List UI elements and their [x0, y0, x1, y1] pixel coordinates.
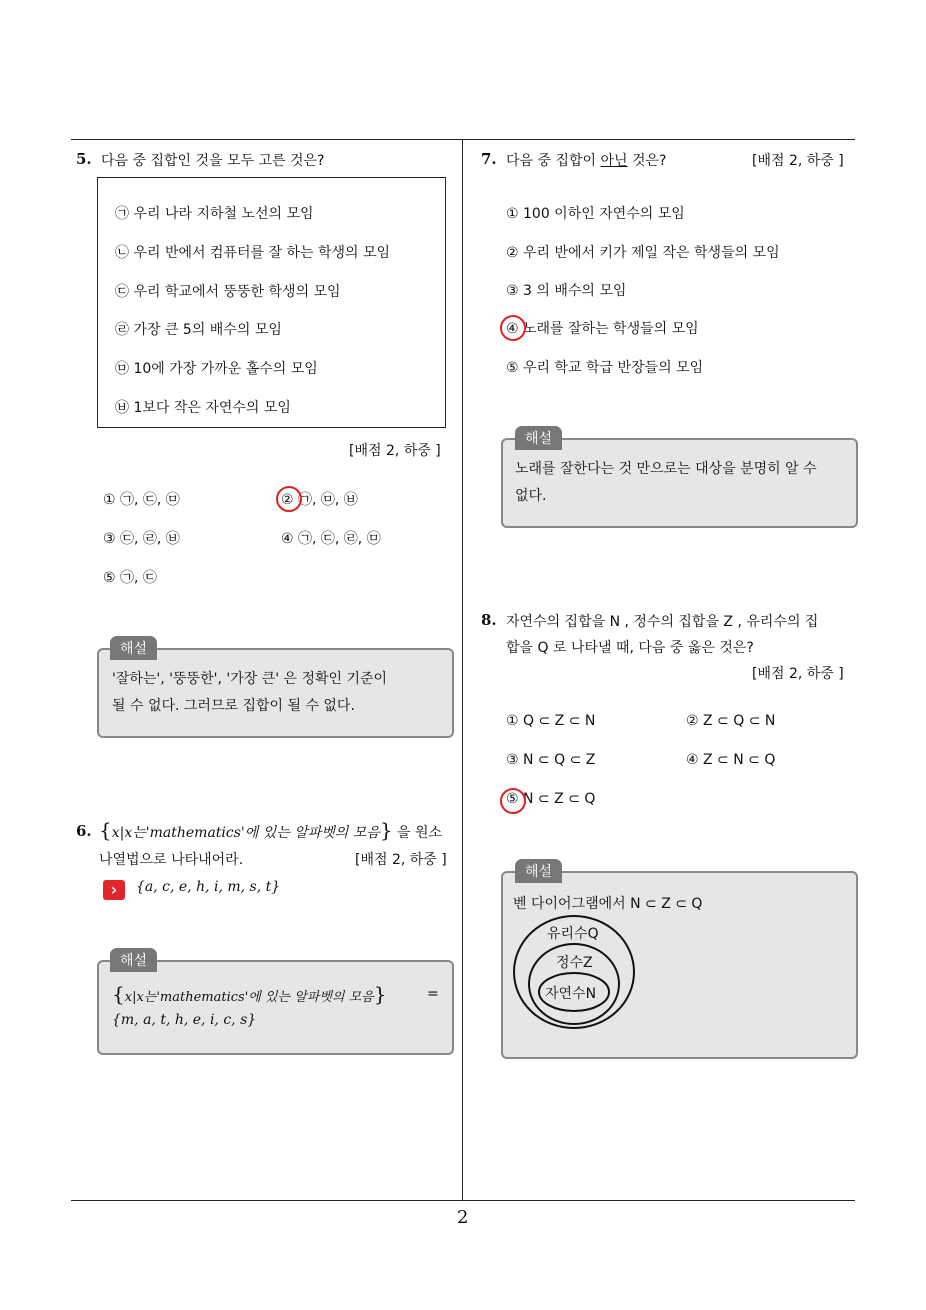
q8-choice-2[interactable]: ② Z ⊂ Q ⊂ N [686, 713, 776, 729]
top-rule [71, 139, 855, 140]
q6-line1-post: 을 원소 [397, 825, 443, 841]
q5-item: ㉣ 가장 큰 5의 배수의 모임 [115, 322, 282, 338]
page-number: 2 [457, 1207, 469, 1228]
q7-choice-1[interactable]: ① 100 이하인 자연수의 모임 [506, 206, 685, 222]
q5-choice-2[interactable]: ② ㉠, ㉤, ㉥ [281, 492, 358, 508]
q7-question-pre: 다음 중 집합이 [506, 153, 601, 169]
q6-solution-box [97, 960, 454, 1055]
q7-question [506, 150, 667, 170]
q7-choice-5[interactable]: ⑤ 우리 학교 학급 반장들의 모임 [506, 360, 704, 376]
q7-question-post: 것은? [627, 153, 667, 169]
q5-choice-5[interactable]: ⑤ ㉠, ㉢ [103, 570, 157, 586]
q5-item: ㉥ 1보다 작은 자연수의 모임 [115, 400, 291, 416]
q6-set-builder: x|x는'mathematics'에 있는 알파벳의 모음 [111, 825, 380, 841]
q7-solution-tab: 해설 [515, 426, 562, 450]
q5-score: [배점 2, 하중 ] [349, 443, 441, 459]
q8-choice-1[interactable]: ① Q ⊂ Z ⊂ N [506, 713, 596, 729]
venn-middle-label: 정수Z [556, 955, 593, 971]
q6-solution-set: x|x는'mathematics'에 있는 알파벳의 모음 [124, 990, 374, 1005]
q5-number: 5. [76, 150, 92, 168]
q5-item: ㉠ 우리 나라 지하철 노선의 모임 [115, 206, 314, 222]
q8-line1: 자연수의 집합을 N , 정수의 집합을 Z , 유리수의 집 [506, 614, 819, 630]
q7-number: 7. [481, 150, 497, 168]
q8-score: [배점 2, 하중 ] [752, 666, 844, 682]
q7-solution-line: 없다. [515, 488, 547, 504]
q8-choice-4[interactable]: ④ Z ⊂ N ⊂ Q [686, 752, 776, 768]
q5-solution-tab: 해설 [110, 636, 157, 660]
q6-line2: 나열법으로 나타내어라. [99, 852, 244, 868]
q5-item: ㉡ 우리 반에서 컴퓨터를 잘 하는 학생의 모임 [115, 245, 391, 261]
venn-outer-label: 유리수Q [547, 926, 599, 942]
q5-solution-line: 될 수 없다. 그러므로 집합이 될 수 없다. [112, 698, 355, 714]
q6-solution-tab: 해설 [110, 948, 157, 972]
answer-arrow-icon: › [103, 880, 125, 900]
q7-choice-4[interactable]: ④ 노래를 잘하는 학생들의 모임 [506, 321, 699, 337]
q8-solution-line: 벤 다이어그램에서 N ⊂ Z ⊂ Q [513, 896, 703, 912]
q6-line1: {x|x는'mathematics'에 있는 알파벳의 모음} 을 원소 [99, 818, 443, 842]
q5-solution-line: '잘하는', '뚱뚱한', '가장 큰' 은 정확인 기준이 [112, 671, 388, 687]
q7-choice-2[interactable]: ② 우리 반에서 키가 제일 작은 학생들의 모임 [506, 245, 780, 261]
q6-solution-line1: {x|x는'mathematics'에 있는 알파벳의 모음} [112, 982, 387, 1006]
q5-choice-1[interactable]: ① ㉠, ㉢, ㉤ [103, 492, 180, 508]
bottom-rule [71, 1200, 855, 1201]
q6-answer: {a, c, e, h, i, m, s, t} [136, 879, 281, 895]
q8-solution-tab: 해설 [515, 859, 562, 883]
answer-circle-mark [500, 315, 526, 341]
q5-choice-3[interactable]: ③ ㉢, ㉣, ㉥ [103, 531, 180, 547]
q5-question: 다음 중 집합인 것을 모두 고른 것은? [101, 153, 325, 169]
column-divider [462, 139, 463, 1201]
q7-solution-box [501, 438, 858, 528]
answer-circle-mark [276, 486, 302, 512]
answer-circle-mark [500, 788, 526, 814]
q6-score: [배점 2, 하중 ] [355, 852, 447, 868]
q7-question-underline: 아닌 [600, 153, 628, 169]
q8-line2: 합을 Q 로 나타낼 때, 다음 중 옳은 것은? [506, 640, 754, 656]
q5-item: ㉤ 10에 가장 가까운 홀수의 모임 [115, 361, 318, 377]
q8-choice-3[interactable]: ③ N ⊂ Q ⊂ Z [506, 752, 596, 768]
q5-choice-4[interactable]: ④ ㉠, ㉢, ㉣, ㉤ [281, 531, 381, 547]
q7-solution-line: 노래를 잘한다는 것 만으로는 대상을 분명히 알 수 [515, 461, 817, 477]
q6-solution-line2: {m, a, t, h, e, i, c, s} [112, 1012, 257, 1028]
q6-number: 6. [76, 822, 92, 840]
q8-choice-5[interactable]: ⑤ N ⊂ Z ⊂ Q [506, 791, 596, 807]
venn-inner-label: 자연수N [545, 986, 597, 1002]
q8-number: 8. [481, 611, 497, 629]
q7-choice-3[interactable]: ③ 3 의 배수의 모임 [506, 283, 627, 299]
q7-score: [배점 2, 하중 ] [752, 153, 844, 169]
q5-item: ㉢ 우리 학교에서 뚱뚱한 학생의 모임 [115, 284, 341, 300]
q6-solution-eq: = [427, 986, 439, 1002]
